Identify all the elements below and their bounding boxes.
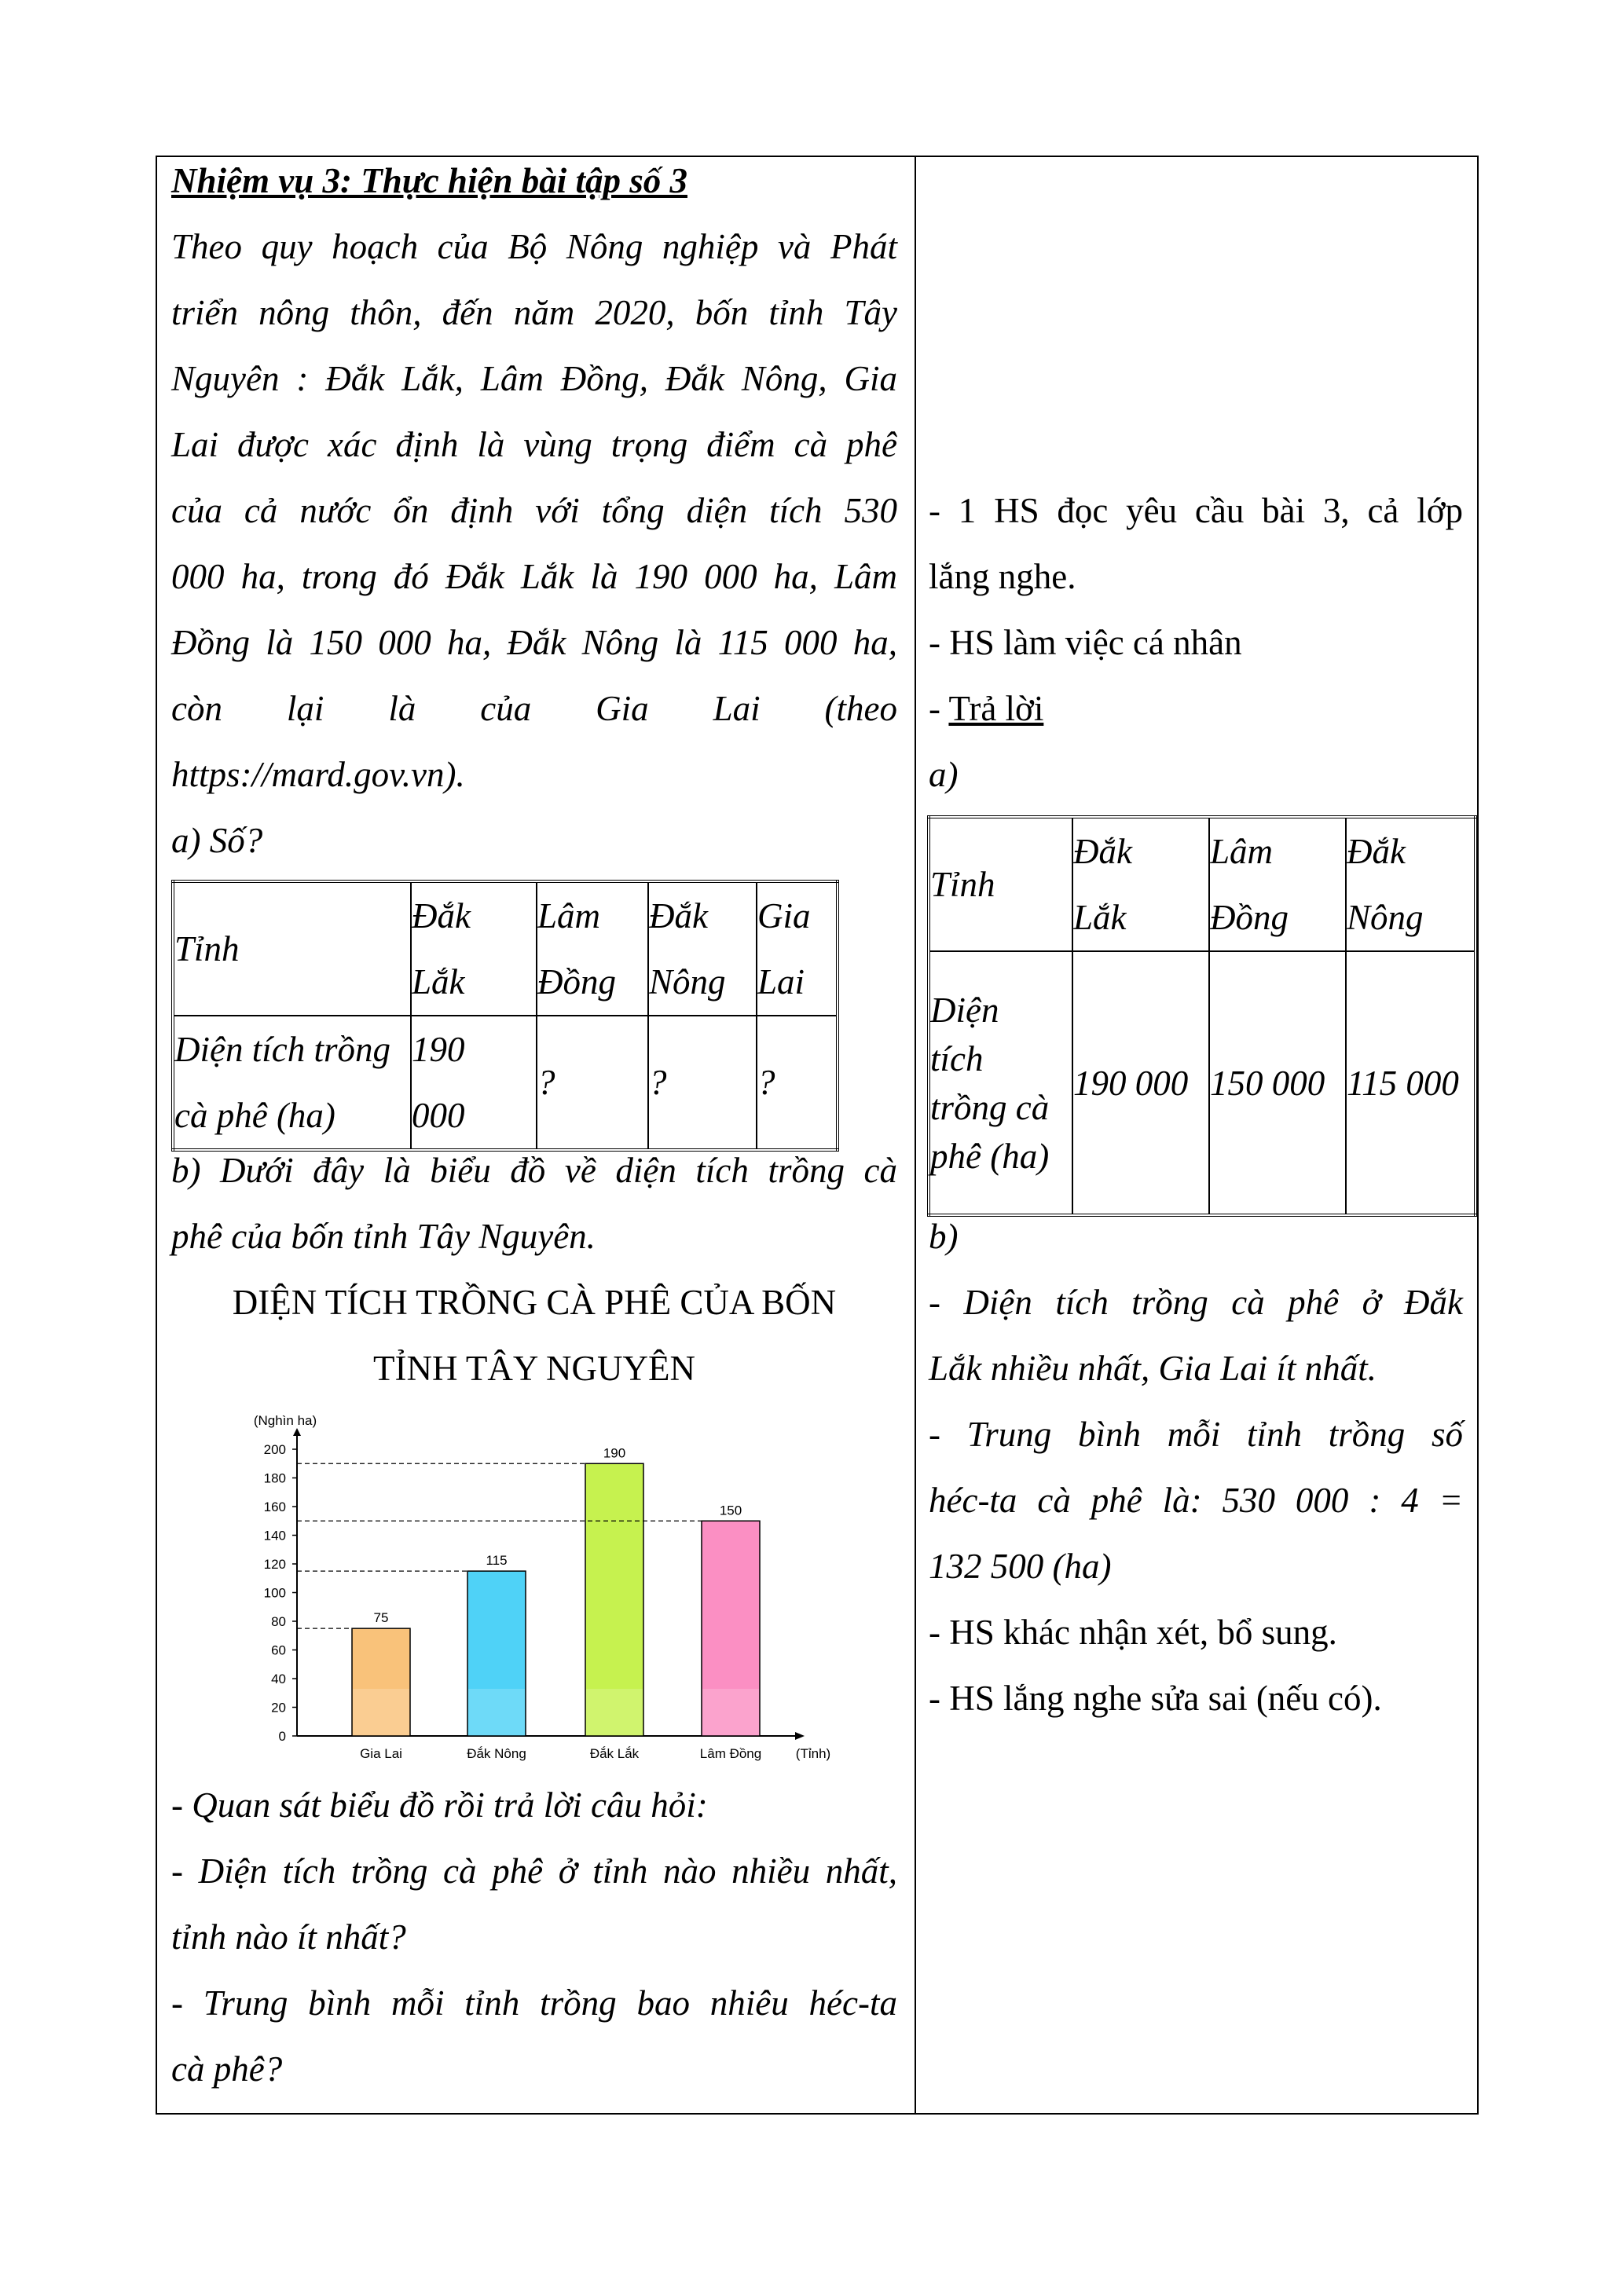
paragraph-line: Đồng là 150 000 ha, Đắk Nông là 115 000 ha, <box>171 623 897 662</box>
part-b-label: b) <box>929 1217 959 1256</box>
row-label-province: Tỉnh <box>929 817 1072 951</box>
bar-value-label: 150 <box>719 1503 742 1518</box>
paragraph-line: còn lại là của Gia Lai (theo <box>171 689 897 728</box>
y-tick-label: 200 <box>263 1442 286 1457</box>
category-label: Lâm Đồng <box>699 1746 762 1761</box>
bar-chart <box>204 1414 849 1763</box>
exercise-table-left <box>171 880 839 1152</box>
bar-chart-svg <box>204 1414 849 1763</box>
area-value-cell: 190 000 <box>1072 951 1209 1215</box>
activity-line: lắng nghe. <box>929 557 1076 596</box>
bar-highlight <box>468 1689 525 1735</box>
y-tick-label: 60 <box>271 1642 286 1658</box>
task-title: Nhiệm vụ 3: Thực hiện bài tập số 3 <box>171 161 687 200</box>
bar-highlight <box>702 1689 759 1735</box>
answer-table-right <box>927 815 1477 1217</box>
y-tick-label: 40 <box>271 1672 286 1686</box>
row-label-area: Diện tích trồng cà phê (ha) <box>173 1016 411 1150</box>
question-line: - Quan sát biểu đồ rồi trả lời câu hỏi: <box>171 1785 708 1825</box>
x-axis-label: (Tỉnh) <box>795 1746 831 1761</box>
part-a-label: a) <box>929 755 959 794</box>
province-cell: Đắk Lắk <box>1072 817 1209 951</box>
answer-line: 132 500 (ha) <box>929 1547 1112 1586</box>
area-value-cell: 150 000 <box>1209 951 1346 1215</box>
part-b-line: b) Dưới đây là biểu đồ về diện tích trồng cà <box>171 1151 897 1190</box>
area-value-cell: ? <box>537 1016 648 1150</box>
chart-title: TỈNH TÂY NGUYÊN <box>373 1349 695 1388</box>
activity-line: - HS khác nhận xét, bổ sung. <box>929 1613 1337 1652</box>
column-divider <box>915 157 916 2113</box>
row-label-province: Tỉnh <box>173 881 411 1016</box>
x-axis-arrow <box>795 1732 805 1740</box>
area-value-cell: ? <box>757 1016 838 1150</box>
question-line: tỉnh nào ít nhất? <box>171 1917 406 1957</box>
activity-line: - 1 HS đọc yêu cầu bài 3, cả lớp <box>929 491 1463 530</box>
row-label-area: Diện tích trồng cà phê (ha) <box>929 951 1072 1215</box>
activity-line: - HS làm việc cá nhân <box>929 623 1242 662</box>
y-tick-label: 180 <box>263 1470 286 1486</box>
paragraph-line: triển nông thôn, đến năm 2020, bốn tỉnh Tây <box>171 293 897 332</box>
category-label: Đắk Nông <box>467 1746 526 1761</box>
paragraph-line: của cả nước ổn định với tổng diện tích 530 <box>171 491 897 530</box>
answer-line: - Diện tích trồng cà phê ở Đắk <box>929 1283 1463 1322</box>
bar-highlight <box>353 1689 409 1735</box>
area-value-cell: ? <box>648 1016 757 1150</box>
question-line: - Diện tích trồng cà phê ở tỉnh nào nhiều nhất, <box>171 1851 897 1891</box>
province-cell: Đắk Nông <box>648 881 757 1016</box>
paragraph-line: Lai được xác định là vùng trọng điểm cà phê <box>171 425 897 464</box>
paragraph-line: https://mard.gov.vn). <box>171 755 465 794</box>
bar-value-label: 115 <box>486 1553 508 1569</box>
province-cell: Gia Lai <box>757 881 838 1016</box>
y-tick-label: 160 <box>263 1500 286 1514</box>
bar-highlight <box>586 1689 643 1735</box>
y-tick-label: 100 <box>263 1585 286 1601</box>
part-b-line: phê của bốn tỉnh Tây Nguyên. <box>171 1217 596 1256</box>
y-tick-label: 0 <box>278 1729 286 1744</box>
paragraph-line: 000 ha, trong đó Đắk Lắk là 190 000 ha, Lâm <box>171 557 897 596</box>
category-label: Gia Lai <box>360 1746 402 1761</box>
province-cell: Đắk Lắk <box>411 881 537 1016</box>
answer-line: héc-ta cà phê là: 530 000 : 4 = <box>929 1481 1463 1520</box>
bar-value-label: 190 <box>603 1445 626 1461</box>
y-tick-label: 80 <box>271 1614 286 1629</box>
category-label: Đắk Lắk <box>589 1746 640 1761</box>
paragraph-line: Nguyên : Đắk Lắk, Lâm Đồng, Đắk Nông, Gia <box>171 359 897 398</box>
chart-title: DIỆN TÍCH TRỒNG CÀ PHÊ CỦA BỐN <box>232 1283 837 1322</box>
question-line: cà phê? <box>171 2049 283 2089</box>
area-value-cell: 190 000 <box>411 1016 537 1150</box>
y-tick-label: 120 <box>263 1557 286 1572</box>
province-cell: Lâm Đồng <box>537 881 648 1016</box>
y-tick-label: 140 <box>263 1528 286 1543</box>
paragraph-line: Theo quy hoạch của Bộ Nông nghiệp và Phát <box>171 227 897 266</box>
y-axis-arrow <box>293 1428 301 1436</box>
activity-line: - HS lắng nghe sửa sai (nếu có). <box>929 1679 1382 1718</box>
answer-heading: - Trả lời <box>929 689 1044 728</box>
question-line: - Trung bình mỗi tỉnh trồng bao nhiêu héc-ta <box>171 1983 897 2023</box>
answer-line: - Trung bình mỗi tỉnh trồng số <box>929 1415 1463 1454</box>
bar-value-label: 75 <box>373 1610 389 1626</box>
answer-line: Lắk nhiều nhất, Gia Lai ít nhất. <box>929 1349 1377 1388</box>
part-a-label: a) Số? <box>171 821 263 860</box>
y-tick-label: 20 <box>271 1700 286 1716</box>
province-cell: Lâm Đồng <box>1209 817 1346 951</box>
area-value-cell: 115 000 <box>1346 951 1476 1215</box>
y-axis-label: (Nghìn ha) <box>253 1414 317 1428</box>
province-cell: Đắk Nông <box>1346 817 1476 951</box>
